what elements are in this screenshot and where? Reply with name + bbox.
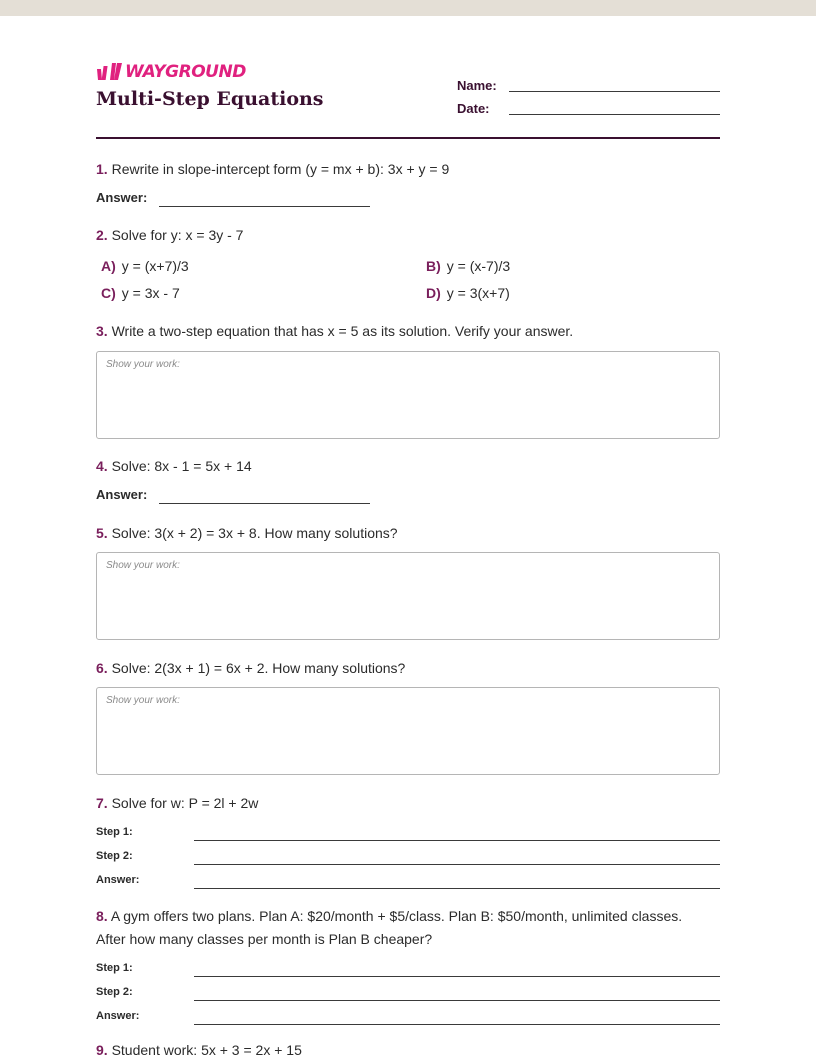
question-text: Rewrite in slope-intercept form (y = mx + b): 3x + y = 9 (111, 161, 450, 177)
step-1-label: Step 1: (96, 962, 133, 974)
question-number: 5. (96, 525, 108, 541)
option-letter: A) (101, 258, 116, 274)
question-text: Solve: 3(x + 2) = 3x + 8. How many solutions? (111, 525, 398, 541)
question-6 (96, 657, 405, 680)
work-hint: Show your work: (106, 695, 180, 706)
step-2-field[interactable] (194, 1000, 720, 1001)
work-box[interactable] (96, 552, 720, 640)
option-b[interactable] (426, 258, 510, 274)
question-number: 6. (96, 660, 108, 676)
top-bar (0, 0, 816, 16)
logo-mark-icon (96, 63, 122, 81)
answer-label: Answer: (96, 874, 140, 886)
step-1-field[interactable] (194, 840, 720, 841)
question-8-continued (96, 928, 432, 951)
option-text: y = (x-7)/3 (446, 258, 511, 274)
step-1-field[interactable] (194, 976, 720, 977)
question-4 (96, 455, 252, 478)
work-hint: Show your work: (106, 560, 180, 571)
question-2 (96, 224, 243, 247)
step-1-label: Step 1: (96, 826, 133, 838)
question-number: 3. (96, 323, 108, 339)
option-c[interactable] (101, 285, 180, 301)
question-number: 9. (96, 1042, 108, 1056)
question-8 (96, 905, 720, 928)
date-label: Date: (457, 101, 490, 116)
name-field[interactable] (509, 91, 720, 92)
question-text-line-1: A gym offers two plans. Plan A: $20/month + $5/class. Plan B: $50/month, unlimited classes. (110, 908, 683, 924)
work-hint: Show your work: (106, 359, 180, 370)
name-label: Name: (457, 78, 497, 93)
option-text: y = 3(x+7) (446, 285, 510, 301)
answer-field[interactable] (194, 1024, 720, 1025)
question-9 (96, 1039, 302, 1056)
option-letter: D) (426, 285, 441, 301)
answer-field[interactable] (159, 206, 370, 207)
question-text-line-2: After how many classes per month is Plan B cheaper? (96, 931, 433, 947)
question-7 (96, 792, 258, 815)
date-field[interactable] (509, 114, 720, 115)
question-5 (96, 522, 398, 545)
question-text: Solve for y: x = 3y - 7 (111, 227, 244, 243)
question-text: Solve: 8x - 1 = 5x + 14 (111, 458, 252, 474)
answer-field[interactable] (159, 503, 370, 504)
question-number: 7. (96, 795, 108, 811)
question-text: Solve: 2(3x + 1) = 6x + 2. How many solutions? (111, 660, 406, 676)
step-2-label: Step 2: (96, 850, 133, 862)
header-divider (96, 137, 720, 139)
step-2-label: Step 2: (96, 986, 133, 998)
question-number: 2. (96, 227, 108, 243)
question-text: Solve for w: P = 2l + 2w (111, 795, 259, 811)
question-number: 1. (96, 161, 108, 177)
question-number: 4. (96, 458, 108, 474)
option-d[interactable] (426, 285, 510, 301)
option-text: y = 3x - 7 (121, 285, 180, 301)
question-text: Write a two-step equation that has x = 5 as its solution. Verify your answer. (111, 323, 574, 339)
answer-label: Answer: (96, 190, 148, 205)
option-letter: C) (101, 285, 116, 301)
logo-text: WAYGROUND (125, 62, 246, 82)
option-a[interactable] (101, 258, 189, 274)
answer-field[interactable] (194, 888, 720, 889)
question-number: 8. (96, 908, 108, 924)
work-box[interactable] (96, 687, 720, 775)
question-1 (96, 158, 449, 181)
brand-logo (96, 62, 246, 82)
question-text: Student work: 5x + 3 = 2x + 15 (111, 1042, 302, 1056)
answer-label: Answer: (96, 487, 148, 502)
option-letter: B) (426, 258, 441, 274)
step-2-field[interactable] (194, 864, 720, 865)
work-box[interactable] (96, 351, 720, 439)
option-text: y = (x+7)/3 (121, 258, 189, 274)
worksheet-header (96, 60, 720, 124)
answer-label: Answer: (96, 1010, 140, 1022)
page-title: Multi-Step Equations (96, 88, 324, 110)
question-3 (96, 320, 573, 343)
